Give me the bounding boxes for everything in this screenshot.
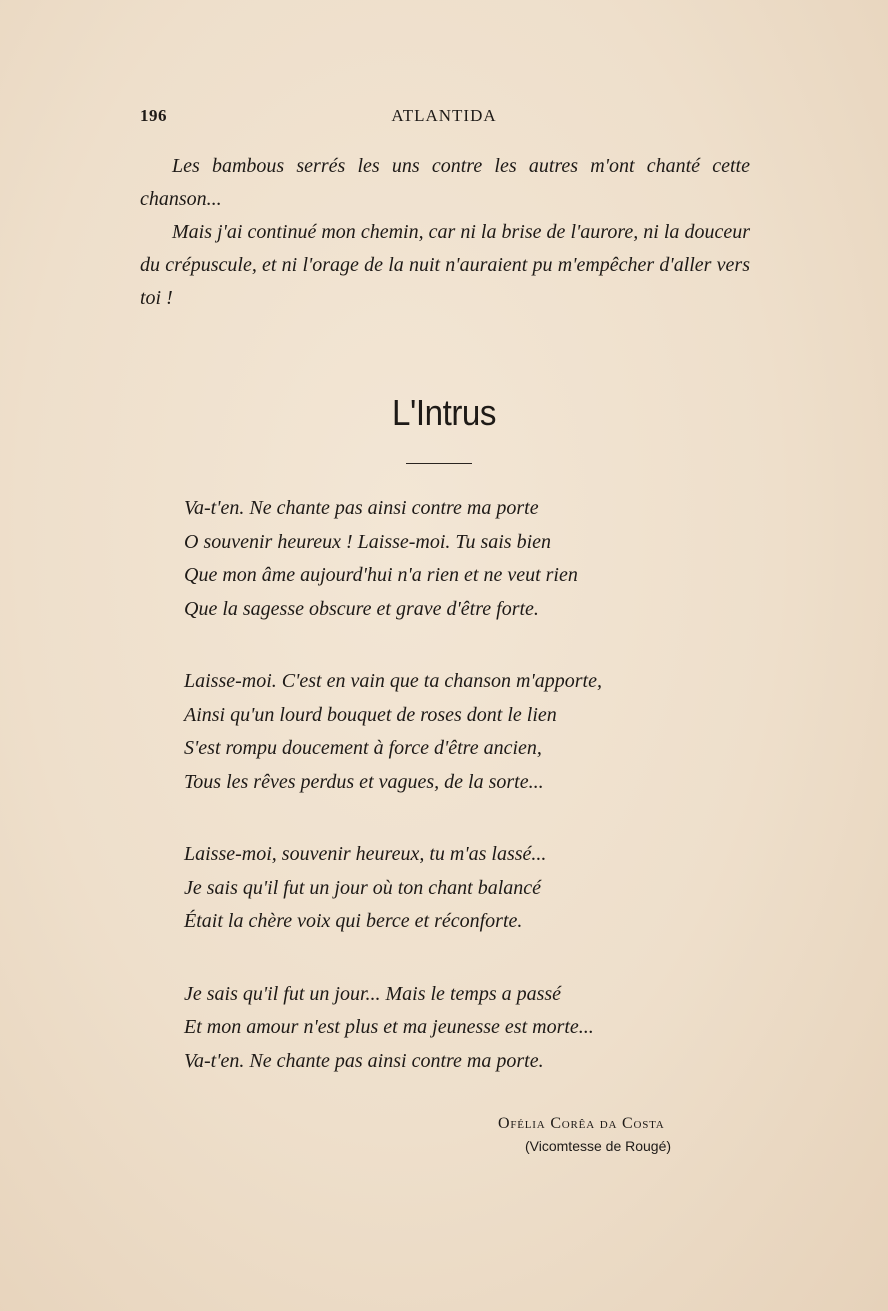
poem-line: O souvenir heureux ! Laisse-moi. Tu sais bien (184, 530, 552, 553)
prose-paragraph: Mais j'ai continué mon chemin, car ni la brise de l'aurore, ni la douceur du crépuscule, et ni l'orage de la nuit n'auraient pu m'empêcher d'aller vers toi ! (140, 221, 750, 309)
poem-title: L'Intrus (392, 392, 496, 433)
prose-section (140, 150, 750, 315)
poem-line: Va-t'en. Ne chante pas ainsi contre ma porte (184, 497, 539, 519)
page-number: 196 (140, 106, 167, 125)
poem-line: Laisse-moi, souvenir heureux, tu m'as lassé... (184, 843, 547, 865)
author-title: (Vicomtesse de Rougé) (525, 1138, 672, 1154)
poem-line: Que la sagesse obscure et grave d'être forte. (184, 597, 539, 620)
stanza (184, 492, 744, 626)
poem-line: Était la chère voix qui berce et réconforte. (184, 910, 523, 932)
title-divider (406, 463, 472, 464)
poem-line: Ainsi qu'un lourd bouquet de roses dont le lien (184, 703, 557, 726)
poem-line: Et mon amour n'est plus et ma jeunesse est morte... (184, 1016, 594, 1038)
poem-line: S'est rompu doucement à force d'être ancien, (184, 737, 542, 759)
stanza (184, 978, 744, 1079)
prose-paragraph: Les bambous serrés les uns contre les autres m'ont chanté cette chanson... (140, 155, 750, 210)
poem-line: Laisse-moi. C'est en vain que ta chanson m'apporte, (184, 670, 602, 692)
poem-body (184, 492, 744, 1117)
page-header (0, 106, 888, 136)
poem-line: Tous les rêves perdus et vagues, de la sorte... (184, 770, 544, 793)
stanza (184, 665, 744, 799)
poem-line: Je sais qu'il fut un jour où ton chant balancé (184, 876, 542, 899)
stanza (184, 838, 744, 939)
author-signature: Ofélia Corêa da Costa (498, 1115, 665, 1132)
poem-line: Je sais qu'il fut un jour... Mais le temps a passé (184, 982, 562, 1005)
running-title: ATLANTIDA (391, 106, 497, 125)
poem-line: Que mon âme aujourd'hui n'a rien et ne veut rien (184, 564, 578, 586)
poem-line: Va-t'en. Ne chante pas ainsi contre ma porte. (184, 1049, 544, 1072)
